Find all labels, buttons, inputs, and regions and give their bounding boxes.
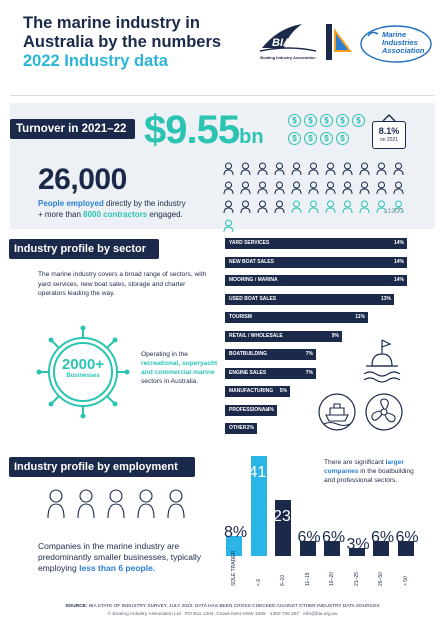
sector-bar-value: 5%	[279, 388, 287, 394]
sector-bar-value: 14%	[393, 240, 404, 246]
bia-logo	[258, 22, 318, 66]
dollar-icon: $	[352, 114, 365, 127]
businesses-label: Businesses	[66, 373, 100, 379]
person-icon	[257, 200, 268, 214]
dollar-icons	[288, 114, 366, 150]
employment-bar-value: 6%	[297, 529, 321, 547]
person-icon	[308, 162, 319, 176]
logo-group	[258, 22, 433, 66]
person-icon	[393, 181, 404, 195]
employment-desc-bold: less than 6 people.	[79, 563, 156, 573]
person-icon	[257, 181, 268, 195]
employed-text	[38, 198, 218, 220]
contractor-icon	[342, 200, 353, 214]
businesses-value: 2000+	[61, 356, 105, 373]
person-icon	[376, 181, 387, 195]
sector-bar-value: 14%	[393, 258, 404, 265]
sector-bar-label: YARD SERVICES	[229, 240, 270, 246]
note-rest: in the boatbuilding and professional sectors.	[324, 468, 414, 484]
sector-bar-value: 11%	[355, 314, 365, 320]
sector-bar-label: OTHER	[229, 425, 247, 431]
page-title	[23, 14, 253, 71]
sector-bar	[225, 331, 342, 342]
contractor-icon	[223, 219, 234, 233]
divider	[10, 95, 435, 96]
person-icon	[291, 181, 302, 195]
bia-logo-text: Boating Industry Association	[260, 55, 316, 60]
sector-bar-label: ENGINE SALES	[229, 369, 267, 376]
sector-bar	[225, 386, 290, 397]
sector-bar-value: 4%	[266, 406, 274, 413]
employment-bar-value: 6%	[371, 529, 395, 547]
turnover-value	[144, 108, 264, 159]
operating-sectors: recreational, superyacht and commercial marine	[141, 360, 218, 376]
employment-category-label: 6–10	[280, 574, 286, 586]
employment-bar-value: 6%	[322, 529, 346, 547]
employment-category-label: 21–25	[353, 572, 360, 586]
person-icon	[223, 200, 234, 214]
operating-rest: sectors in Australia.	[141, 378, 199, 385]
dollar-icon: $	[320, 132, 333, 145]
employment-desc-prefix: Companies in the marine industry are predominantly smaller businesses, typically employing	[38, 541, 201, 573]
person-icon	[223, 181, 234, 195]
sector-bar	[225, 312, 368, 323]
people-grid	[223, 162, 409, 218]
mia-logo	[360, 24, 432, 64]
businesses-badge	[48, 337, 118, 407]
sector-bar-label: RETAIL / WHOLESALE	[229, 332, 283, 339]
contractors-rest: engaged.	[147, 210, 183, 219]
dollar-icon: $	[288, 132, 301, 145]
sector-bar-label: NEW BOAT SALES	[229, 258, 274, 265]
turnover-amount: $9.55	[144, 108, 240, 152]
sector-bar	[225, 238, 407, 249]
sector-bar-label: PROFESSIONAL	[229, 406, 269, 413]
person-icon	[291, 162, 302, 176]
contractor-icon	[325, 200, 336, 214]
employment-category-label: 11–15	[304, 572, 311, 586]
employed-rest: directly by the industry	[103, 199, 186, 208]
person-icon	[223, 162, 234, 176]
footer-contact: © Boating Industry Association Ltd · PO Box 1204, Crows Nest NSW 1585 · 1300 726 287 · info@bia.org.au	[107, 612, 338, 617]
employment-bar-value: 6%	[395, 529, 419, 547]
person-icon	[359, 162, 370, 176]
mia-logo-line-3: Association	[382, 46, 425, 55]
person-icon	[342, 181, 353, 195]
sector-bar-label: MOORING / MARINA	[229, 277, 278, 283]
person-icon	[274, 162, 285, 176]
person-icon	[240, 181, 251, 195]
person-icon	[274, 181, 285, 195]
employment-bar-chart	[218, 452, 418, 602]
sector-description: The marine industry covers a broad range of sectors, with yard services, new boat sales, storage and charter operators leading the way.	[38, 271, 207, 297]
contractors-prefix: + more than	[38, 210, 84, 219]
dollar-icon: $	[288, 114, 301, 127]
person-icon	[257, 162, 268, 176]
svg-text:BIA: BIA	[272, 37, 291, 49]
turnover-unit: bn	[239, 126, 264, 148]
sector-bar	[225, 405, 277, 416]
title-line-2: Australia by the numbers	[23, 33, 222, 51]
employment-category-label: 16–20	[329, 572, 335, 586]
source-label: SOURCE:	[65, 604, 88, 609]
source-text: BIA STATE OF INDUSTRY SURVEY, JULY 2022. DATA HAS BEEN CROSS CHECKED AGAINST OTHER INDUSTRY DATA SOURCES	[87, 604, 380, 609]
person-icon	[393, 162, 404, 176]
employment-bar-value: 41%	[248, 464, 281, 481]
employment-heading: Industry profile by employment	[9, 457, 195, 477]
ff-logo	[326, 22, 354, 66]
sector-bar-value: 2%	[246, 425, 254, 431]
sector-heading: Industry profile by sector	[9, 239, 159, 259]
growth-value: 8.1%	[378, 126, 400, 136]
sector-bar-value: 14%	[393, 277, 404, 283]
employment-category-label: > 50	[402, 576, 409, 586]
person-icon	[308, 181, 319, 195]
sector-bar	[225, 349, 316, 360]
sector-bar-value: 13%	[380, 295, 391, 302]
sector-bar-value: 9%	[331, 332, 339, 339]
employment-category-label: 26–50	[378, 572, 384, 586]
sector-bar-label: MANUFACTURING	[229, 388, 274, 394]
operating-text	[141, 350, 221, 386]
dollar-icon: $	[304, 114, 317, 127]
employed-bold: People employed	[38, 199, 104, 208]
employed-number: 26,000	[38, 163, 127, 196]
propeller-icon	[365, 393, 403, 431]
turnover-label: Turnover in 2021–22	[10, 119, 135, 139]
growth-note: on 2021	[379, 137, 399, 143]
employment-description	[38, 541, 218, 574]
sector-bar	[225, 294, 394, 305]
person-icon	[359, 181, 370, 195]
dollar-icon: $	[304, 132, 317, 145]
mia-logo-line-1: Marine	[382, 30, 407, 39]
dollar-icon: $	[336, 114, 349, 127]
sector-bar-label: USED BOAT SALES	[229, 295, 277, 302]
growth-badge	[372, 121, 406, 149]
employment-bar-value: 3%	[346, 536, 370, 553]
footer	[0, 603, 445, 619]
mia-logo-text	[382, 31, 442, 55]
contractor-icon	[291, 200, 302, 214]
operating-prefix: Operating in the	[141, 351, 188, 358]
small-team-icon	[42, 488, 202, 523]
person-icon	[274, 200, 285, 214]
note-bold: larger companies	[324, 459, 404, 475]
people-scale: x1000	[384, 208, 404, 215]
person-icon	[240, 162, 251, 176]
employment-bar-value: 8%	[224, 524, 248, 542]
contractors-bold: 8000 contractors	[83, 210, 148, 219]
person-icon	[240, 200, 251, 214]
sector-bar	[225, 368, 316, 379]
title-line-1: The marine industry in	[23, 14, 200, 32]
sector-bar	[225, 423, 257, 434]
dollar-icon: $	[336, 132, 349, 145]
sector-bar-label: BOATBUILDING	[229, 351, 267, 357]
person-icon	[325, 162, 336, 176]
employment-bar-value: 23%	[273, 507, 306, 525]
contractor-icon	[308, 200, 319, 214]
person-icon	[376, 162, 387, 176]
dollar-icon: $	[320, 114, 333, 127]
ship-icon	[318, 393, 356, 431]
sector-bar	[225, 257, 407, 268]
sector-bar-value: 7%	[305, 369, 313, 376]
buoy-icon	[362, 336, 402, 386]
sector-bar-value: 7%	[305, 351, 313, 357]
contractor-icon	[359, 200, 370, 214]
sector-bar	[225, 275, 407, 286]
person-icon	[325, 181, 336, 195]
sector-bar-label: TOURISM	[229, 314, 252, 320]
mia-logo-line-2: Industries	[382, 38, 418, 47]
employment-category-label: SOLE TRADER	[231, 550, 237, 586]
employment-category-label: < 6	[255, 578, 262, 586]
person-icon	[342, 162, 353, 176]
page-subtitle: 2022 Industry data	[23, 52, 168, 70]
note-prefix: There are significant	[324, 459, 386, 466]
